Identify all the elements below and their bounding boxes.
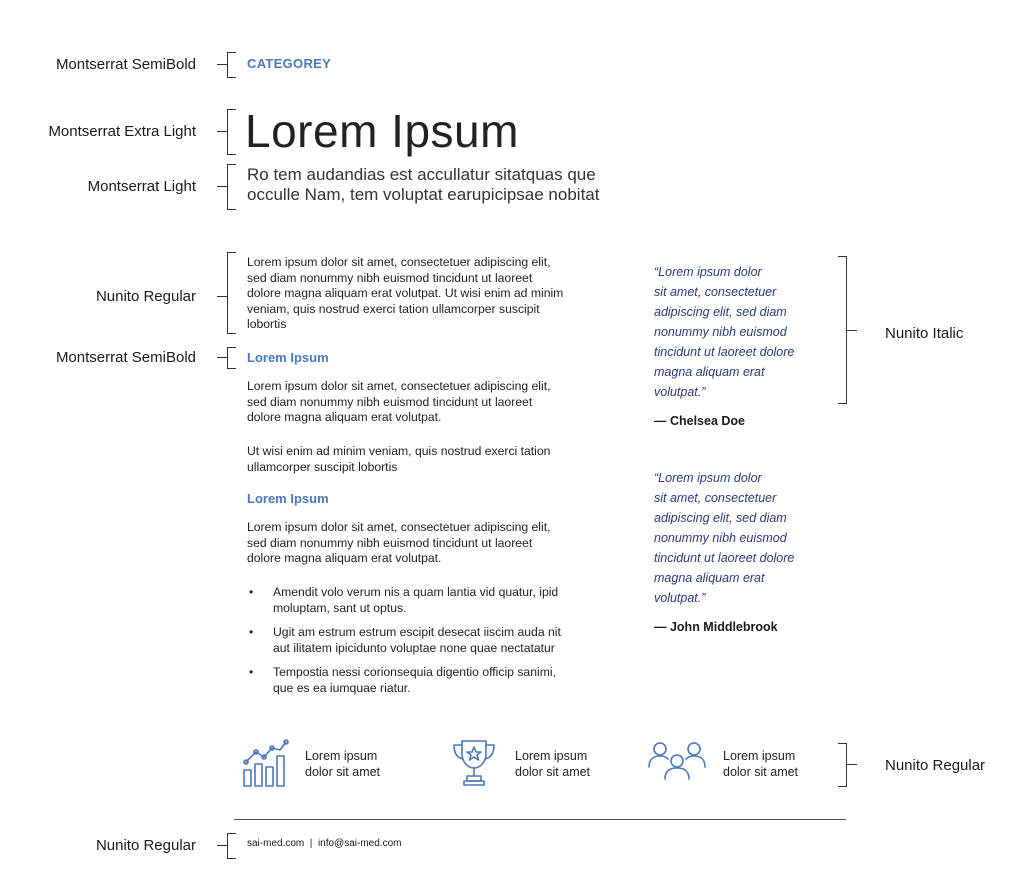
bracket-tick: [217, 64, 227, 65]
bracket-tick: [217, 186, 227, 187]
section2-paragraph: [247, 520, 627, 567]
feature-line: dolor sit amet: [305, 764, 381, 779]
para-line: sed diam nonummy nibh euismod tincidunt ut laoreet: [247, 394, 533, 409]
section-heading: Lorem Ipsum: [247, 350, 329, 365]
subtitle-line: occulle Nam, tem voluptat earupicipsae nobitat: [247, 185, 600, 204]
bracket-features: [838, 743, 847, 787]
feature-text: [305, 749, 380, 780]
quote-line: sit amet, consectetuer: [654, 491, 777, 505]
quote-line: magna aliquam erat: [654, 365, 765, 379]
bullet-line: que es ea iumquae riatur.: [273, 680, 411, 695]
feature-line: dolor sit amet: [723, 764, 799, 779]
subtitle: [247, 165, 717, 205]
para-line: Lorem ipsum dolor sit amet, consectetuer adipiscing elit,: [247, 379, 551, 393]
annotation-features-font: Nunito Regular: [885, 757, 986, 774]
bullet-dot: •: [249, 625, 254, 639]
para-line: Ut wisi enim ad minim veniam, quis nostrud exerci tation: [247, 444, 551, 458]
quote-line: adipiscing elit, sed diam: [654, 305, 787, 319]
footer-divider: [234, 819, 846, 820]
bracket-tick: [217, 131, 227, 132]
quote-line: adipiscing elit, sed diam: [654, 511, 787, 525]
intro-paragraph: [247, 255, 627, 333]
page-title: Lorem Ipsum: [245, 105, 519, 157]
quote-line: “Lorem ipsum dolor: [654, 265, 762, 279]
bracket-category: [227, 52, 236, 78]
feature-line: Lorem ipsum: [723, 749, 796, 763]
quote-line: volutpat.”: [654, 591, 706, 605]
para-line: Lorem ipsum dolor sit amet, consectetuer adipiscing elit,: [247, 520, 551, 534]
bullet-dot: •: [249, 585, 254, 599]
bracket-body: [227, 252, 236, 334]
pull-quote: [654, 262, 834, 402]
section1-paragraph: [247, 379, 627, 426]
bracket-tick: [217, 296, 227, 297]
bracket-quote: [838, 256, 847, 404]
list-item: [247, 585, 627, 616]
quote-line: sit amet, consectetuer: [654, 285, 777, 299]
quote-line: nonummy nibh euismod: [654, 531, 787, 545]
growth-chart-icon: [242, 738, 290, 788]
trophy-icon: [450, 738, 498, 788]
para-line: dolore magna aliquam erat volutpat.: [247, 410, 442, 424]
bracket-tick: [847, 330, 857, 331]
quote-author: — John Middlebrook: [654, 620, 778, 634]
feature-line: Lorem ipsum: [515, 749, 588, 763]
intro-line: veniam, quis nostrud exerci tation ullamcorper suscipit: [247, 301, 540, 316]
bracket-footer: [227, 833, 236, 859]
annotation-quote-font: Nunito Italic: [885, 325, 964, 342]
bracket-tick: [217, 357, 227, 358]
bullet-dot: •: [249, 665, 254, 679]
bracket-tick: [217, 845, 227, 846]
subtitle-line: Ro tem audandias est accullatur sitatquas que: [247, 165, 596, 184]
pull-quote: [654, 468, 834, 608]
bullet-line: moluptam, sant ut optus.: [273, 600, 407, 615]
intro-line: Lorem ipsum dolor sit amet, consectetuer adipiscing elit,: [247, 255, 551, 269]
para-line: sed diam nonummy nibh euismod tincidunt ut laoreet: [247, 535, 533, 550]
annotation-subtitle-font: Montserrat Light: [87, 178, 196, 195]
feature-line: Lorem ipsum: [305, 749, 378, 763]
bullet-line: Tempostia nessi corionsequia digentio officip sanimi,: [273, 665, 556, 679]
bracket-title: [227, 109, 236, 155]
list-item: [247, 625, 627, 656]
annotation-body-font: Nunito Regular: [95, 288, 196, 305]
section1-paragraph-2: [247, 444, 627, 475]
quote-line: magna aliquam erat: [654, 571, 765, 585]
quote-line: tincidunt ut laoreet dolore: [654, 551, 795, 565]
bullet-line: Ugit am estrum estrum escipit desecat iiscim auda nit: [273, 625, 561, 639]
list-item: [247, 665, 627, 696]
quote-line: nonummy nibh euismod: [654, 325, 787, 339]
quote-line: volutpat.”: [654, 385, 706, 399]
annotation-footer-font: Nunito Regular: [95, 837, 196, 854]
intro-line: sed diam nonummy nibh euismod tincidunt ut laoreet: [247, 270, 533, 285]
bracket-heading: [227, 347, 236, 369]
intro-line: lobortis: [247, 317, 287, 331]
bracket-tick: [847, 764, 857, 765]
section-heading: Lorem Ipsum: [247, 491, 329, 506]
feature-text: [723, 749, 798, 780]
quote-line: tincidunt ut laoreet dolore: [654, 345, 795, 359]
para-line: dolore magna aliquam erat volutpat.: [247, 551, 442, 565]
footer-contact: sai-med.com | info@sai-med.com: [247, 838, 402, 849]
annotation-title-font: Montserrat Extra Light: [48, 123, 196, 140]
quote-line: “Lorem ipsum dolor: [654, 471, 762, 485]
quote-author: — Chelsea Doe: [654, 414, 746, 428]
category-label: CATEGOREY: [247, 56, 332, 71]
annotation-heading-font: Montserrat SemiBold: [55, 349, 196, 366]
feature-line: dolor sit amet: [515, 764, 591, 779]
bullet-list: [247, 585, 627, 696]
annotation-category-font: Montserrat SemiBold: [55, 56, 196, 73]
bullet-line: Amendit volo verum nis a quam lantia vid quatur, ipid: [273, 585, 559, 599]
feature-text: [515, 749, 590, 780]
intro-line: dolore magna aliquam erat volutpat. Ut wisi enim ad minim: [247, 286, 564, 300]
people-icon: [647, 741, 707, 781]
para-line: ullamcorper suscipit lobortis: [247, 459, 398, 474]
bracket-subtitle: [227, 164, 236, 210]
bullet-line: aut ilitatem ipicidunto voluptae none quae nectatatur: [273, 640, 555, 655]
